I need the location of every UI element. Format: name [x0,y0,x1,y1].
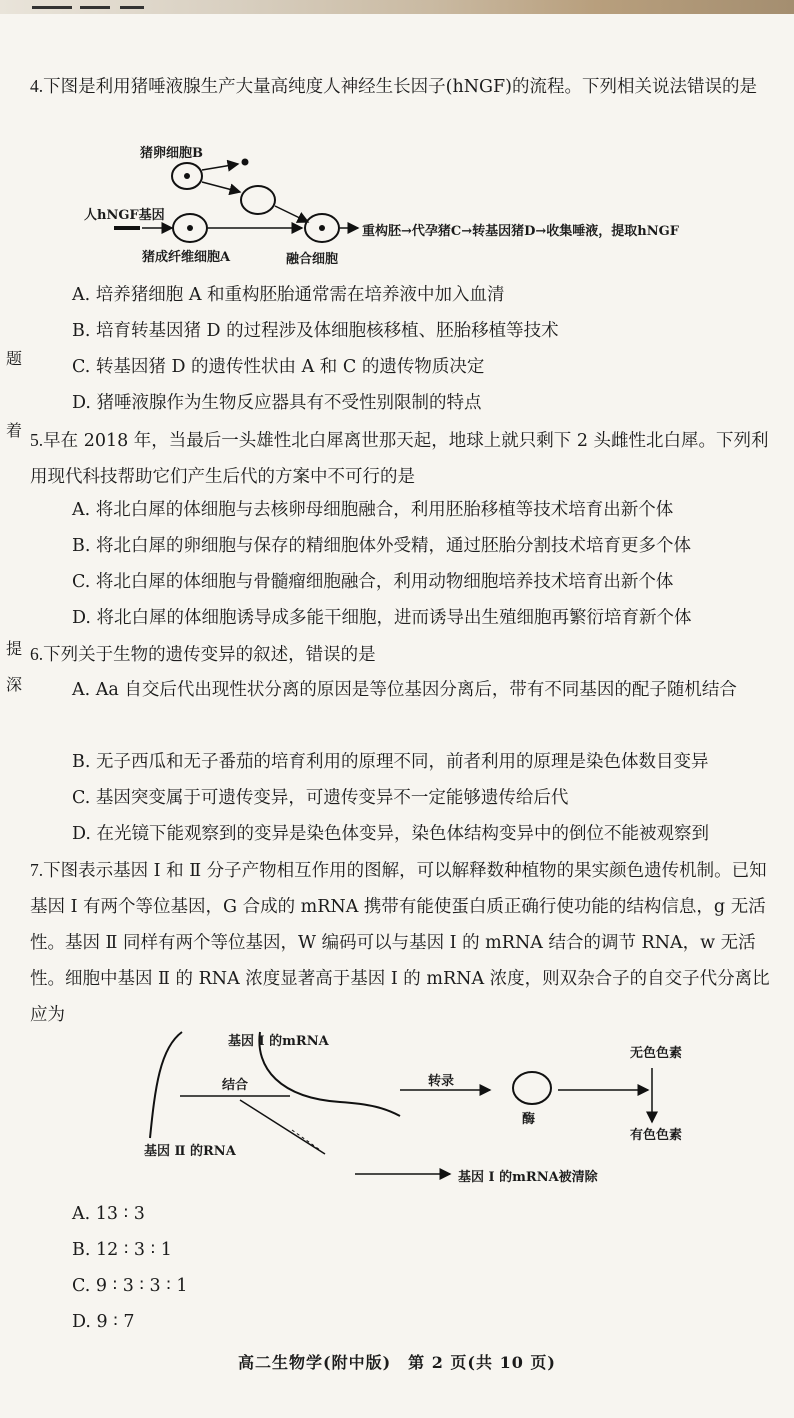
label-human-gene: 人hNGF基因 [84,208,165,223]
bind-diagonal [240,1100,325,1154]
q6-option-a[interactable]: A. Aa 自交后代出现性状分离的原因是等位基因分离后，带有不同基因的配子随机结合 [72,680,737,700]
q4-option-b[interactable]: B. 培育转基因猪 D 的过程涉及体细胞核移植、胚胎移植等技术 [72,321,559,341]
page-footer: 高二生物学(附中版) 第 2 页(共 10 页) [238,1353,556,1372]
q5-option-b[interactable]: B. 将北白犀的卵细胞与保存的精细胞体外受精，通过胚胎分割技术培育更多个体 [72,536,691,556]
label-colorless: 无色色素 [630,1046,683,1061]
gene2-rna-strand [150,1032,182,1138]
question-text: 下列关于生物的遗传变异的叙述，错误的是 [43,645,376,665]
side-mark: 着 [6,421,23,440]
label-gene2-rna: 基因 Ⅱ 的RNA [144,1144,236,1159]
label-enzyme: 酶 [522,1112,536,1127]
side-mark: 提 [6,639,23,658]
question-number: 6. [30,644,44,664]
enucleated-egg [241,186,275,214]
label-gene1-mrna: 基因 Ⅰ 的mRNA [228,1034,329,1049]
label-pig-egg: 猪卵细胞B [140,146,203,161]
q7-diagram [130,1028,730,1198]
removed-nucleus [242,159,249,166]
label-bind: 结合 [222,1078,249,1093]
q5-option-c[interactable]: C. 将北白犀的体细胞与骨髓瘤细胞融合，利用动物细胞培养技术培育出新个体 [72,572,674,592]
question-text: 下图是利用猪唾液腺生产大量高纯度人神经生长因子(hNGF)的流程。下列相关说法错误的是 [43,77,757,97]
question-7 [30,852,770,1033]
q7-option-c[interactable]: C. 9 ∶ 3 ∶ 3 ∶ 1 [72,1276,188,1296]
label-transcribe: 转录 [428,1074,455,1089]
label-colored: 有色色素 [630,1128,683,1143]
q5-option-d[interactable]: D. 将北白犀的体细胞诱导成多能干细胞，进而诱导出生殖细胞再繁衍培育新个体 [72,608,692,628]
q7-option-a[interactable]: A. 13 ∶ 3 [72,1204,145,1224]
scan-mark [120,6,144,9]
q4-option-a[interactable]: A. 培养猪细胞 A 和重构胚胎通常需在培养液中加入血清 [72,285,505,305]
label-fused-cell: 融合细胞 [286,252,339,267]
label-flow: 重构胚→代孕猪C→转基因猪D→收集唾液，提取hNGF [362,224,679,239]
gene-bar [114,226,140,230]
q7-option-b[interactable]: B. 12 ∶ 3 ∶ 1 [72,1240,172,1260]
question-number: 5. [30,430,44,450]
q6-option-d[interactable]: D. 在光镜下能观察到的变异是染色体变异，染色体结构变异中的倒位不能被观察到 [72,824,710,844]
question-number: 4. [30,76,44,96]
q6-option-b[interactable]: B. 无子西瓜和无子番茄的培育利用的原理不同，前者利用的原理是染色体数目变异 [72,752,709,772]
question-5 [30,422,770,495]
scan-mark [32,6,72,9]
label-pig-fibroblast: 猪成纤维细胞A [142,250,231,265]
scan-top-band [0,0,794,14]
side-mark: 深 [6,675,23,694]
side-mark: 题 [6,349,23,368]
question-text: 早在 2018 年，当最后一头雄性北白犀离世那天起，地球上就只剩下 2 头雌性北白犀。下列利用现代科技帮助它们产生后代的方案中不可行的是 [30,431,769,487]
question-6 [30,636,770,673]
q4-option-c[interactable]: C. 转基因猪 D 的遗传性状由 A 和 C 的遗传物质决定 [72,357,485,377]
question-text: 下图表示基因 Ⅰ 和 Ⅱ 分子产物相互作用的图解，可以解释数种植物的果实颜色遗传机制。已知基因 Ⅰ 有两个等位基因，G 合成的 mRNA 携带有能使蛋白质正确行使功能的结构信息，g 无活性。基因 Ⅱ 同样有两个等位基因，W 编码可以与基因 Ⅰ 的 mRNA 结合的调节 RNA，w 无活性。细胞中基因 Ⅱ 的 RNA 浓度显著高于基因 Ⅰ 的 mRNA 浓度，则双杂合子的自交子代分离比应为 [30,861,770,1025]
label-cleared: 基因 Ⅰ 的mRNA被清除 [458,1170,598,1185]
q7-option-d[interactable]: D. 9 ∶ 7 [72,1312,135,1332]
q6-option-c[interactable]: C. 基因突变属于可遗传变异，可遗传变异不一定能够遗传给后代 [72,788,569,808]
q5-option-a[interactable]: A. 将北白犀的体细胞与去核卵母细胞融合，利用胚胎移植等技术培育出新个体 [72,500,674,520]
q4-diagram [80,140,780,270]
scan-mark [80,6,110,9]
question-4 [30,68,770,105]
question-number: 7. [30,860,44,880]
enzyme-shape [513,1072,551,1104]
q4-option-d[interactable]: D. 猪唾液腺作为生物反应器具有不受性别限制的特点 [72,393,482,413]
